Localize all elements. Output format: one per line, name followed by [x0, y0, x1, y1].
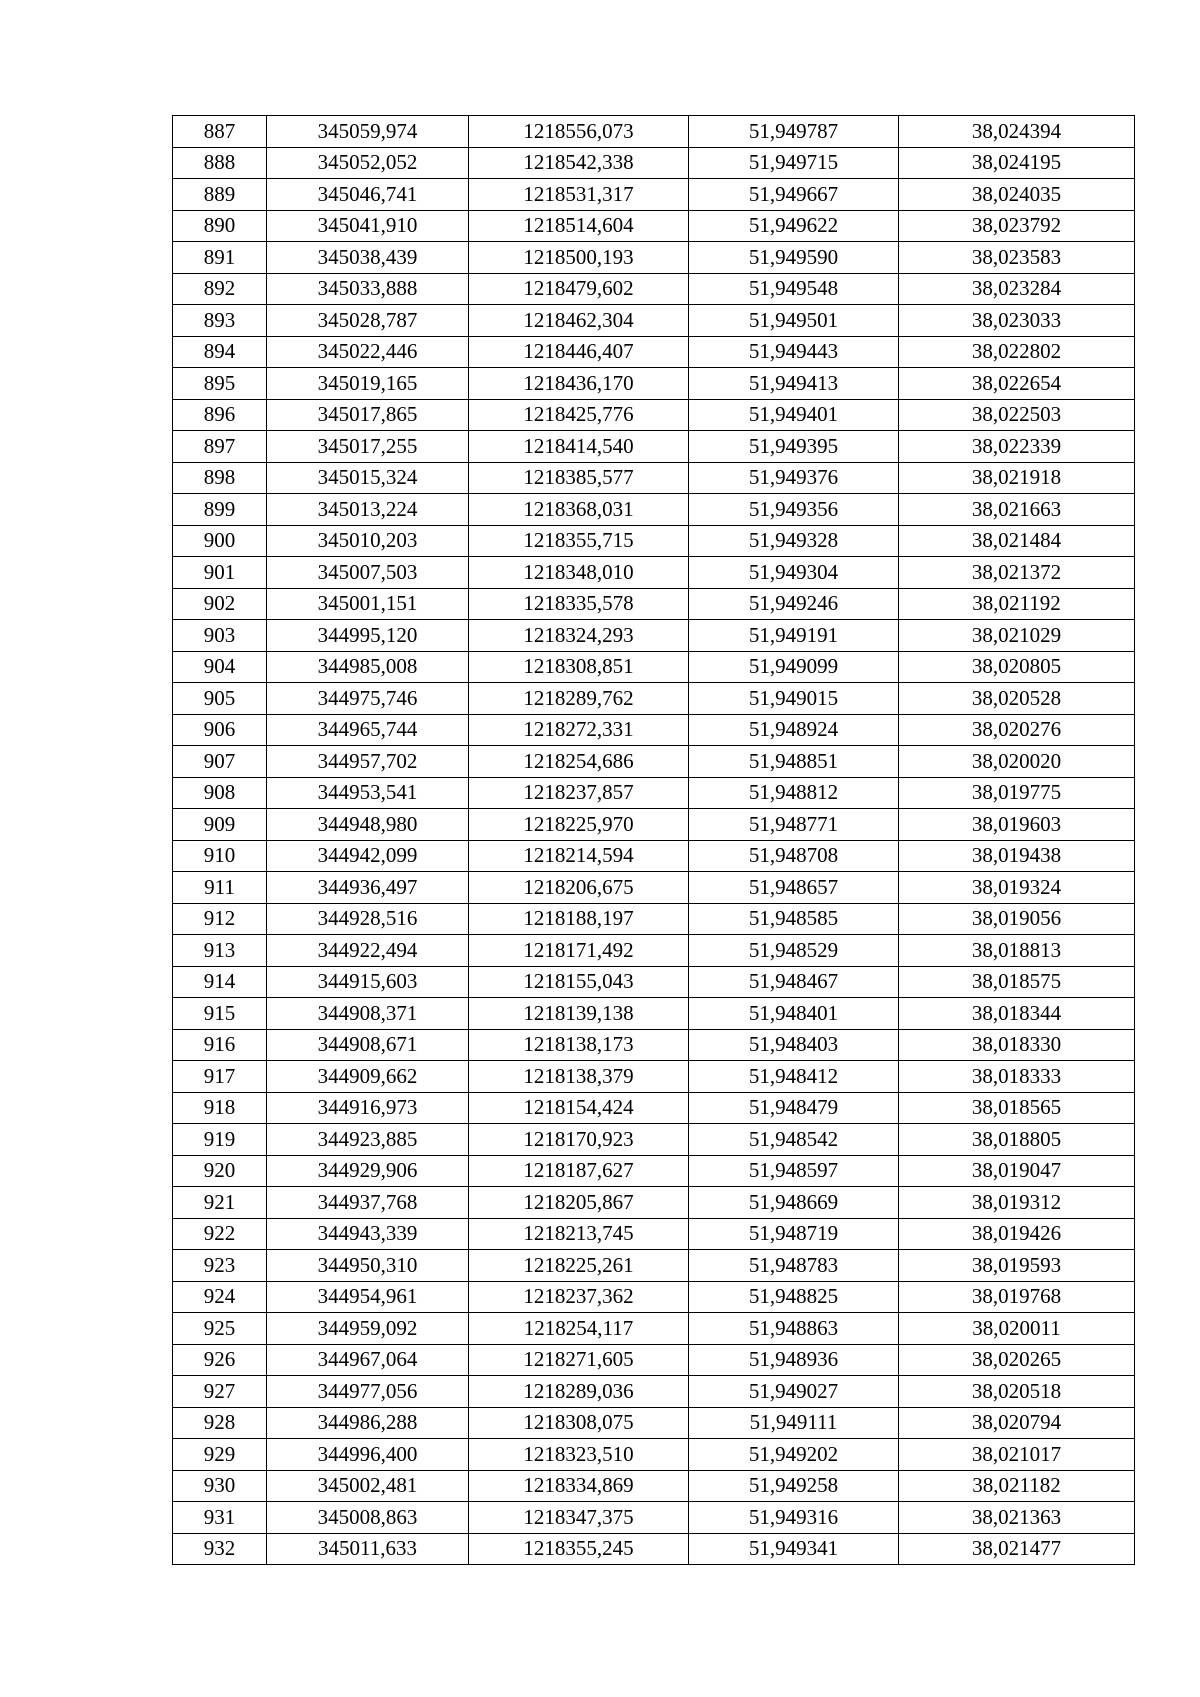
coordinate-x-cell: 345052,052 — [267, 147, 469, 179]
coordinate-y-cell: 1218237,857 — [469, 777, 689, 809]
longitude-cell: 38,018813 — [899, 935, 1135, 967]
point-number-cell: 912 — [173, 903, 267, 935]
latitude-cell: 51,948585 — [689, 903, 899, 935]
longitude-cell: 38,020528 — [899, 683, 1135, 715]
coordinate-y-cell: 1218254,686 — [469, 746, 689, 778]
longitude-cell: 38,019324 — [899, 872, 1135, 904]
table-row — [173, 399, 1135, 431]
coordinates-table-body — [173, 116, 1135, 1565]
latitude-cell: 51,949304 — [689, 557, 899, 589]
latitude-cell: 51,949667 — [689, 179, 899, 211]
longitude-cell: 38,019593 — [899, 1250, 1135, 1282]
latitude-cell: 51,948412 — [689, 1061, 899, 1093]
point-number-cell: 924 — [173, 1281, 267, 1313]
table-row — [173, 1124, 1135, 1156]
latitude-cell: 51,949099 — [689, 651, 899, 683]
coordinate-x-cell: 344942,099 — [267, 840, 469, 872]
coordinate-x-cell: 344943,339 — [267, 1218, 469, 1250]
latitude-cell: 51,949787 — [689, 116, 899, 148]
coordinate-x-cell: 344916,973 — [267, 1092, 469, 1124]
table-row — [173, 525, 1135, 557]
latitude-cell: 51,948479 — [689, 1092, 899, 1124]
longitude-cell: 38,019047 — [899, 1155, 1135, 1187]
table-row — [173, 336, 1135, 368]
coordinate-x-cell: 344996,400 — [267, 1439, 469, 1471]
latitude-cell: 51,949501 — [689, 305, 899, 337]
table-row — [173, 1376, 1135, 1408]
latitude-cell: 51,948719 — [689, 1218, 899, 1250]
coordinate-y-cell: 1218542,338 — [469, 147, 689, 179]
longitude-cell: 38,022654 — [899, 368, 1135, 400]
coordinate-y-cell: 1218335,578 — [469, 588, 689, 620]
longitude-cell: 38,021017 — [899, 1439, 1135, 1471]
table-row — [173, 683, 1135, 715]
coordinate-y-cell: 1218254,117 — [469, 1313, 689, 1345]
table-row — [173, 809, 1135, 841]
point-number-cell: 904 — [173, 651, 267, 683]
coordinate-x-cell: 345033,888 — [267, 273, 469, 305]
coordinate-x-cell: 344967,064 — [267, 1344, 469, 1376]
coordinate-y-cell: 1218347,375 — [469, 1502, 689, 1534]
longitude-cell: 38,021363 — [899, 1502, 1135, 1534]
latitude-cell: 51,948936 — [689, 1344, 899, 1376]
latitude-cell: 51,948924 — [689, 714, 899, 746]
point-number-cell: 898 — [173, 462, 267, 494]
point-number-cell: 901 — [173, 557, 267, 589]
point-number-cell: 894 — [173, 336, 267, 368]
latitude-cell: 51,948597 — [689, 1155, 899, 1187]
coordinate-x-cell: 345059,974 — [267, 116, 469, 148]
coordinate-x-cell: 344953,541 — [267, 777, 469, 809]
table-row — [173, 777, 1135, 809]
coordinate-y-cell: 1218425,776 — [469, 399, 689, 431]
coordinate-x-cell: 344923,885 — [267, 1124, 469, 1156]
coordinate-x-cell: 345007,503 — [267, 557, 469, 589]
coordinate-y-cell: 1218272,331 — [469, 714, 689, 746]
table-row — [173, 998, 1135, 1030]
longitude-cell: 38,023284 — [899, 273, 1135, 305]
coordinate-y-cell: 1218188,197 — [469, 903, 689, 935]
table-row — [173, 147, 1135, 179]
longitude-cell: 38,020805 — [899, 651, 1135, 683]
table-row — [173, 1533, 1135, 1565]
coordinate-y-cell: 1218154,424 — [469, 1092, 689, 1124]
longitude-cell: 38,019768 — [899, 1281, 1135, 1313]
coordinate-y-cell: 1218289,762 — [469, 683, 689, 715]
point-number-cell: 915 — [173, 998, 267, 1030]
coordinate-x-cell: 345008,863 — [267, 1502, 469, 1534]
point-number-cell: 911 — [173, 872, 267, 904]
coordinate-x-cell: 345001,151 — [267, 588, 469, 620]
coordinate-x-cell: 344948,980 — [267, 809, 469, 841]
coordinate-y-cell: 1218225,970 — [469, 809, 689, 841]
coordinate-y-cell: 1218355,245 — [469, 1533, 689, 1565]
point-number-cell: 918 — [173, 1092, 267, 1124]
point-number-cell: 897 — [173, 431, 267, 463]
latitude-cell: 51,948529 — [689, 935, 899, 967]
longitude-cell: 38,020794 — [899, 1407, 1135, 1439]
table-row — [173, 1439, 1135, 1471]
point-number-cell: 909 — [173, 809, 267, 841]
table-row — [173, 1218, 1135, 1250]
coordinate-y-cell: 1218187,627 — [469, 1155, 689, 1187]
latitude-cell: 51,949258 — [689, 1470, 899, 1502]
point-number-cell: 916 — [173, 1029, 267, 1061]
table-row — [173, 557, 1135, 589]
coordinate-y-cell: 1218214,594 — [469, 840, 689, 872]
coordinate-x-cell: 344985,008 — [267, 651, 469, 683]
coordinate-y-cell: 1218368,031 — [469, 494, 689, 526]
table-row — [173, 1313, 1135, 1345]
point-number-cell: 926 — [173, 1344, 267, 1376]
coordinate-y-cell: 1218324,293 — [469, 620, 689, 652]
table-row — [173, 1092, 1135, 1124]
latitude-cell: 51,948542 — [689, 1124, 899, 1156]
longitude-cell: 38,021484 — [899, 525, 1135, 557]
coordinate-x-cell: 345022,446 — [267, 336, 469, 368]
coordinate-x-cell: 344977,056 — [267, 1376, 469, 1408]
point-number-cell: 900 — [173, 525, 267, 557]
coordinate-x-cell: 345010,203 — [267, 525, 469, 557]
point-number-cell: 903 — [173, 620, 267, 652]
coordinate-x-cell: 344936,497 — [267, 872, 469, 904]
coordinate-x-cell: 345013,224 — [267, 494, 469, 526]
latitude-cell: 51,949395 — [689, 431, 899, 463]
coordinate-x-cell: 344922,494 — [267, 935, 469, 967]
coordinate-x-cell: 344986,288 — [267, 1407, 469, 1439]
coordinate-y-cell: 1218348,010 — [469, 557, 689, 589]
longitude-cell: 38,024394 — [899, 116, 1135, 148]
longitude-cell: 38,021477 — [899, 1533, 1135, 1565]
point-number-cell: 902 — [173, 588, 267, 620]
longitude-cell: 38,021663 — [899, 494, 1135, 526]
coordinate-y-cell: 1218289,036 — [469, 1376, 689, 1408]
coordinate-y-cell: 1218462,304 — [469, 305, 689, 337]
longitude-cell: 38,022503 — [899, 399, 1135, 431]
longitude-cell: 38,020020 — [899, 746, 1135, 778]
longitude-cell: 38,018330 — [899, 1029, 1135, 1061]
latitude-cell: 51,948669 — [689, 1187, 899, 1219]
latitude-cell: 51,948401 — [689, 998, 899, 1030]
longitude-cell: 38,020265 — [899, 1344, 1135, 1376]
point-number-cell: 892 — [173, 273, 267, 305]
longitude-cell: 38,019056 — [899, 903, 1135, 935]
latitude-cell: 51,949191 — [689, 620, 899, 652]
point-number-cell: 887 — [173, 116, 267, 148]
table-row — [173, 1470, 1135, 1502]
longitude-cell: 38,018805 — [899, 1124, 1135, 1156]
longitude-cell: 38,019603 — [899, 809, 1135, 841]
point-number-cell: 919 — [173, 1124, 267, 1156]
table-row — [173, 431, 1135, 463]
coordinate-y-cell: 1218155,043 — [469, 966, 689, 998]
point-number-cell: 907 — [173, 746, 267, 778]
latitude-cell: 51,949401 — [689, 399, 899, 431]
coordinate-x-cell: 345017,255 — [267, 431, 469, 463]
coordinate-y-cell: 1218138,379 — [469, 1061, 689, 1093]
coordinate-y-cell: 1218514,604 — [469, 210, 689, 242]
coordinate-x-cell: 344995,120 — [267, 620, 469, 652]
point-number-cell: 910 — [173, 840, 267, 872]
latitude-cell: 51,948863 — [689, 1313, 899, 1345]
coordinate-y-cell: 1218308,075 — [469, 1407, 689, 1439]
coordinates-table — [172, 115, 1135, 1565]
table-row — [173, 462, 1135, 494]
coordinate-y-cell: 1218237,362 — [469, 1281, 689, 1313]
coordinate-x-cell: 344965,744 — [267, 714, 469, 746]
point-number-cell: 896 — [173, 399, 267, 431]
longitude-cell: 38,019438 — [899, 840, 1135, 872]
table-row — [173, 588, 1135, 620]
point-number-cell: 922 — [173, 1218, 267, 1250]
table-row — [173, 651, 1135, 683]
coordinate-y-cell: 1218436,170 — [469, 368, 689, 400]
table-row — [173, 179, 1135, 211]
latitude-cell: 51,949316 — [689, 1502, 899, 1534]
longitude-cell: 38,019426 — [899, 1218, 1135, 1250]
latitude-cell: 51,948403 — [689, 1029, 899, 1061]
latitude-cell: 51,949376 — [689, 462, 899, 494]
table-row — [173, 305, 1135, 337]
point-number-cell: 932 — [173, 1533, 267, 1565]
table-row — [173, 714, 1135, 746]
longitude-cell: 38,018565 — [899, 1092, 1135, 1124]
latitude-cell: 51,949715 — [689, 147, 899, 179]
point-number-cell: 893 — [173, 305, 267, 337]
latitude-cell: 51,949590 — [689, 242, 899, 274]
longitude-cell: 38,020276 — [899, 714, 1135, 746]
coordinate-y-cell: 1218355,715 — [469, 525, 689, 557]
table-row — [173, 1029, 1135, 1061]
point-number-cell: 890 — [173, 210, 267, 242]
coordinate-x-cell: 345028,787 — [267, 305, 469, 337]
latitude-cell: 51,949341 — [689, 1533, 899, 1565]
latitude-cell: 51,949413 — [689, 368, 899, 400]
coordinate-x-cell: 345015,324 — [267, 462, 469, 494]
coordinate-y-cell: 1218446,407 — [469, 336, 689, 368]
table-row — [173, 872, 1135, 904]
longitude-cell: 38,022339 — [899, 431, 1135, 463]
coordinate-y-cell: 1218225,261 — [469, 1250, 689, 1282]
table-row — [173, 1502, 1135, 1534]
point-number-cell: 914 — [173, 966, 267, 998]
coordinate-x-cell: 344975,746 — [267, 683, 469, 715]
longitude-cell: 38,021918 — [899, 462, 1135, 494]
longitude-cell: 38,023583 — [899, 242, 1135, 274]
coordinate-y-cell: 1218385,577 — [469, 462, 689, 494]
point-number-cell: 895 — [173, 368, 267, 400]
latitude-cell: 51,948771 — [689, 809, 899, 841]
point-number-cell: 931 — [173, 1502, 267, 1534]
coordinate-y-cell: 1218171,492 — [469, 935, 689, 967]
latitude-cell: 51,948783 — [689, 1250, 899, 1282]
coordinate-y-cell: 1218213,745 — [469, 1218, 689, 1250]
table-row — [173, 903, 1135, 935]
point-number-cell: 923 — [173, 1250, 267, 1282]
table-row — [173, 620, 1135, 652]
longitude-cell: 38,021029 — [899, 620, 1135, 652]
longitude-cell: 38,020011 — [899, 1313, 1135, 1345]
latitude-cell: 51,948812 — [689, 777, 899, 809]
longitude-cell: 38,021192 — [899, 588, 1135, 620]
coordinate-x-cell: 344908,671 — [267, 1029, 469, 1061]
table-row — [173, 1344, 1135, 1376]
coordinate-y-cell: 1218479,602 — [469, 273, 689, 305]
latitude-cell: 51,948467 — [689, 966, 899, 998]
longitude-cell: 38,019775 — [899, 777, 1135, 809]
point-number-cell: 906 — [173, 714, 267, 746]
table-row — [173, 1061, 1135, 1093]
latitude-cell: 51,949202 — [689, 1439, 899, 1471]
coordinate-x-cell: 344957,702 — [267, 746, 469, 778]
coordinate-x-cell: 345011,633 — [267, 1533, 469, 1565]
coordinate-x-cell: 345041,910 — [267, 210, 469, 242]
coordinate-x-cell: 345046,741 — [267, 179, 469, 211]
coordinate-y-cell: 1218531,317 — [469, 179, 689, 211]
latitude-cell: 51,949356 — [689, 494, 899, 526]
coordinate-y-cell: 1218500,193 — [469, 242, 689, 274]
longitude-cell: 38,023792 — [899, 210, 1135, 242]
latitude-cell: 51,949015 — [689, 683, 899, 715]
latitude-cell: 51,949548 — [689, 273, 899, 305]
table-row — [173, 1155, 1135, 1187]
latitude-cell: 51,949622 — [689, 210, 899, 242]
coordinate-y-cell: 1218205,867 — [469, 1187, 689, 1219]
coordinate-x-cell: 345019,165 — [267, 368, 469, 400]
coordinate-y-cell: 1218138,173 — [469, 1029, 689, 1061]
longitude-cell: 38,021182 — [899, 1470, 1135, 1502]
coordinate-x-cell: 344909,662 — [267, 1061, 469, 1093]
coordinate-x-cell: 344937,768 — [267, 1187, 469, 1219]
coordinate-x-cell: 344950,310 — [267, 1250, 469, 1282]
latitude-cell: 51,948708 — [689, 840, 899, 872]
latitude-cell: 51,949246 — [689, 588, 899, 620]
point-number-cell: 891 — [173, 242, 267, 274]
table-row — [173, 840, 1135, 872]
table-row — [173, 242, 1135, 274]
point-number-cell: 920 — [173, 1155, 267, 1187]
point-number-cell: 929 — [173, 1439, 267, 1471]
coordinate-y-cell: 1218556,073 — [469, 116, 689, 148]
latitude-cell: 51,949111 — [689, 1407, 899, 1439]
point-number-cell: 927 — [173, 1376, 267, 1408]
latitude-cell: 51,949027 — [689, 1376, 899, 1408]
latitude-cell: 51,949328 — [689, 525, 899, 557]
table-row — [173, 494, 1135, 526]
coordinate-x-cell: 344929,906 — [267, 1155, 469, 1187]
coordinate-y-cell: 1218139,138 — [469, 998, 689, 1030]
longitude-cell: 38,018575 — [899, 966, 1135, 998]
longitude-cell: 38,018333 — [899, 1061, 1135, 1093]
table-row — [173, 1281, 1135, 1313]
table-row — [173, 746, 1135, 778]
coordinate-x-cell: 344954,961 — [267, 1281, 469, 1313]
coordinate-y-cell: 1218206,675 — [469, 872, 689, 904]
table-row — [173, 116, 1135, 148]
longitude-cell: 38,018344 — [899, 998, 1135, 1030]
table-row — [173, 935, 1135, 967]
point-number-cell: 889 — [173, 179, 267, 211]
coordinate-y-cell: 1218308,851 — [469, 651, 689, 683]
coordinate-y-cell: 1218414,540 — [469, 431, 689, 463]
point-number-cell: 925 — [173, 1313, 267, 1345]
longitude-cell: 38,020518 — [899, 1376, 1135, 1408]
point-number-cell: 899 — [173, 494, 267, 526]
latitude-cell: 51,948657 — [689, 872, 899, 904]
table-row — [173, 966, 1135, 998]
coordinate-y-cell: 1218334,869 — [469, 1470, 689, 1502]
point-number-cell: 888 — [173, 147, 267, 179]
latitude-cell: 51,948825 — [689, 1281, 899, 1313]
longitude-cell: 38,024195 — [899, 147, 1135, 179]
coordinate-x-cell: 345002,481 — [267, 1470, 469, 1502]
coordinate-y-cell: 1218271,605 — [469, 1344, 689, 1376]
point-number-cell: 913 — [173, 935, 267, 967]
coordinate-x-cell: 344908,371 — [267, 998, 469, 1030]
coordinate-x-cell: 344928,516 — [267, 903, 469, 935]
coordinate-x-cell: 344915,603 — [267, 966, 469, 998]
table-row — [173, 1187, 1135, 1219]
longitude-cell: 38,024035 — [899, 179, 1135, 211]
point-number-cell: 917 — [173, 1061, 267, 1093]
table-row — [173, 1407, 1135, 1439]
coordinate-y-cell: 1218323,510 — [469, 1439, 689, 1471]
longitude-cell: 38,019312 — [899, 1187, 1135, 1219]
longitude-cell: 38,023033 — [899, 305, 1135, 337]
longitude-cell: 38,021372 — [899, 557, 1135, 589]
point-number-cell: 905 — [173, 683, 267, 715]
point-number-cell: 908 — [173, 777, 267, 809]
point-number-cell: 928 — [173, 1407, 267, 1439]
coordinate-x-cell: 345038,439 — [267, 242, 469, 274]
point-number-cell: 921 — [173, 1187, 267, 1219]
table-row — [173, 368, 1135, 400]
table-row — [173, 273, 1135, 305]
latitude-cell: 51,949443 — [689, 336, 899, 368]
coordinate-y-cell: 1218170,923 — [469, 1124, 689, 1156]
coordinate-x-cell: 345017,865 — [267, 399, 469, 431]
point-number-cell: 930 — [173, 1470, 267, 1502]
coordinate-x-cell: 344959,092 — [267, 1313, 469, 1345]
latitude-cell: 51,948851 — [689, 746, 899, 778]
longitude-cell: 38,022802 — [899, 336, 1135, 368]
table-row — [173, 210, 1135, 242]
table-row — [173, 1250, 1135, 1282]
